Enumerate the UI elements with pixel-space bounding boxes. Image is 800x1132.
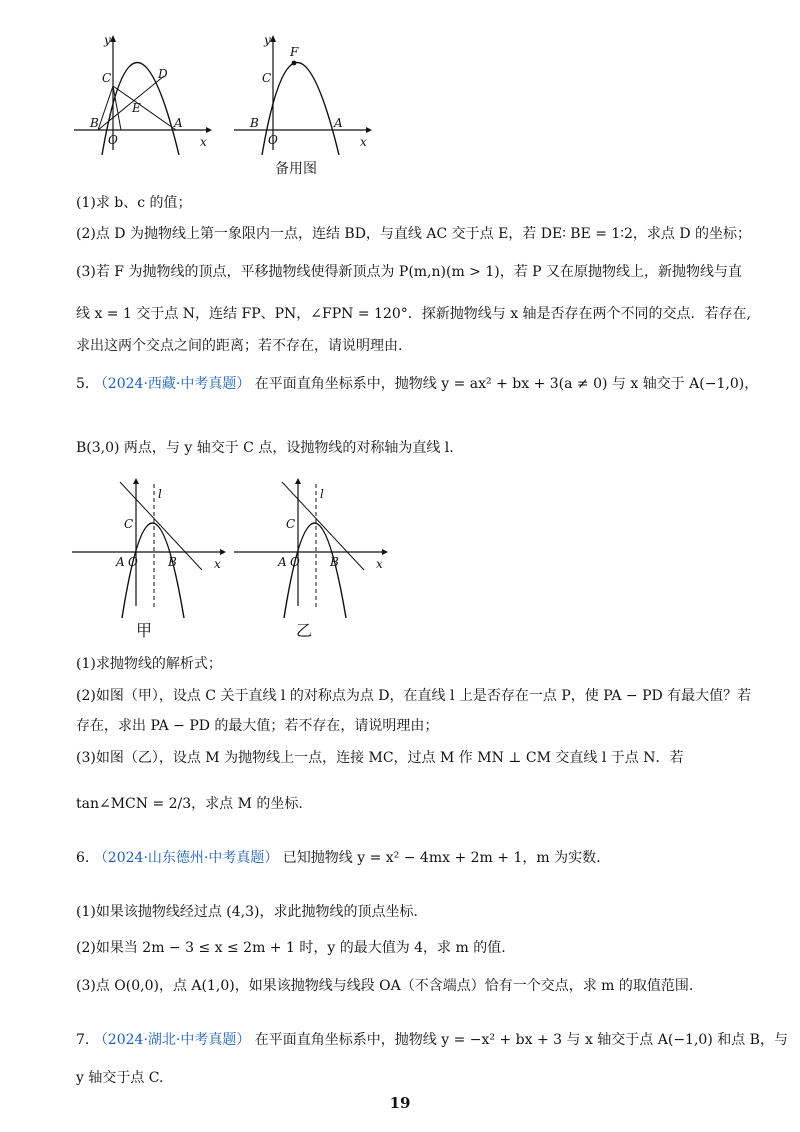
q5a-label-x: x — [214, 557, 221, 571]
q4-part3-line2: 线 x = 1 交于点 N，连结 FP、PN，∠FPN = 120°．探新抛物线与 x 轴是否存在两个不同的交点．若存在, — [76, 306, 751, 322]
q4-part3-line3: 求出这两个交点之间的距离；若不存在，请说明理由. — [76, 338, 403, 354]
q6-part2: (2)如果当 2m − 3 ≤ x ≤ 2m + 1 时，y 的最大值为 4，求 m 的值. — [76, 940, 506, 956]
q6-source: （2024·山东德州·中考真题） — [93, 850, 279, 866]
q7-header — [76, 1030, 788, 1050]
q5-part2-line2: 存在，求出 PA − PD 的最大值；若不存在，请说明理由； — [76, 718, 439, 734]
q5-text1: 在平面直角坐标系中，抛物线 y = ax² + bx + 3(a ≠ 0) 与 x 轴交于 A(−1,0)， — [254, 376, 759, 392]
q5a-label-A: A — [116, 555, 125, 569]
q5a-label-O: O — [128, 555, 138, 569]
q5-part2-line1: (2)如图（甲），设点 C 关于直线 l 的对称点为点 D，在直线 l 上是否存在一点 P，使 PA − PD 有最大值？若 — [76, 688, 752, 704]
q5-caption-yi: 乙 — [296, 621, 313, 640]
q4-part2: (2)点 D 为抛物线上第一象限内一点，连结 BD，与直线 AC 交于点 E，若 DE∶ BE = 1∶2，求点 D 的坐标； — [76, 226, 752, 242]
fig2-label-x: x — [360, 135, 367, 149]
q6-part3: (3)点 O(0,0)，点 A(1,0)，如果该抛物线与线段 OA（不含端点）恰有一个交点，求 m 的取值范围. — [76, 978, 694, 994]
q7-number: 7. — [76, 1032, 90, 1048]
fig2-label-B: B — [250, 116, 259, 130]
fig1-label-y: y — [104, 33, 111, 47]
q5a-label-C: C — [124, 517, 134, 531]
fig1-label-A: A — [174, 116, 183, 130]
q5-part3-line1: (3)如图（乙），设点 M 为抛物线上一点，连接 MC，过点 M 作 MN ⊥ CM 交直线 l 于点 N．若 — [76, 750, 684, 766]
q5b-label-x: x — [376, 557, 383, 571]
q4-part3-line1: (3)若 F 为抛物线的顶点，平移抛物线使得新顶点为 P(m,n)(m > 1)，若 P 又在原抛物线上，新抛物线与直 — [76, 264, 743, 280]
q7-text2: y 轴交于点 C. — [76, 1070, 164, 1086]
fig1-label-O: O — [108, 133, 118, 147]
q7-text1: 在平面直角坐标系中，抛物线 y = −x² + bx + 3 与 x 轴交于点 A(−1,0) 和点 B，与 — [254, 1032, 788, 1048]
q5-caption-jia: 甲 — [136, 621, 153, 640]
page-number: 19 — [389, 1094, 411, 1112]
q4-part1: (1)求 b、c 的值； — [76, 195, 192, 211]
fig2-label-F: F — [290, 45, 299, 59]
fig2-label-y: y — [264, 33, 271, 47]
fig1-label-B: B — [90, 116, 99, 130]
fig1-label-D: D — [158, 67, 168, 81]
q5a-label-l: l — [158, 487, 162, 501]
fig1-label-E: E — [132, 101, 141, 115]
fig1-label-x: x — [200, 135, 207, 149]
q5-part3-line2: tan∠MCN = 2/3，求点 M 的坐标. — [76, 796, 303, 812]
fig2-label-C: C — [262, 71, 272, 85]
figure-q5-yi — [232, 478, 392, 618]
q6-header — [76, 848, 601, 868]
q6-number: 6. — [76, 850, 90, 866]
q7-source: （2024·湖北·中考真题） — [93, 1032, 251, 1048]
q5-source: （2024·西藏·中考真题） — [93, 376, 251, 392]
fig2-label-A: A — [334, 116, 343, 130]
figure-q5-jia — [70, 478, 230, 618]
q5b-label-B: B — [330, 555, 339, 569]
q5-header — [76, 374, 758, 394]
q5b-label-C: C — [286, 517, 296, 531]
fig2-label-O: O — [268, 133, 278, 147]
figure-q4-spare — [226, 30, 376, 155]
q5b-label-l: l — [320, 487, 324, 501]
q6-part1: (1)如果该抛物线经过点 (4,3)，求此抛物线的顶点坐标. — [76, 904, 418, 920]
fig1-label-C: C — [102, 71, 112, 85]
q6-text1: 已知抛物线 y = x² − 4mx + 2m + 1，m 为实数. — [282, 850, 601, 866]
q5-number: 5. — [76, 376, 90, 392]
q5b-label-O: O — [290, 555, 300, 569]
q5a-label-B: B — [168, 555, 177, 569]
figure-caption-spare: 备用图 — [275, 161, 317, 177]
q5b-label-A: A — [278, 555, 287, 569]
figure-q4-main — [66, 30, 216, 155]
q5-text2: B(3,0) 两点，与 y 轴交于 C 点，设抛物线的对称轴为直线 l. — [76, 440, 454, 456]
q5-part1: (1)求抛物线的解析式； — [76, 656, 222, 672]
